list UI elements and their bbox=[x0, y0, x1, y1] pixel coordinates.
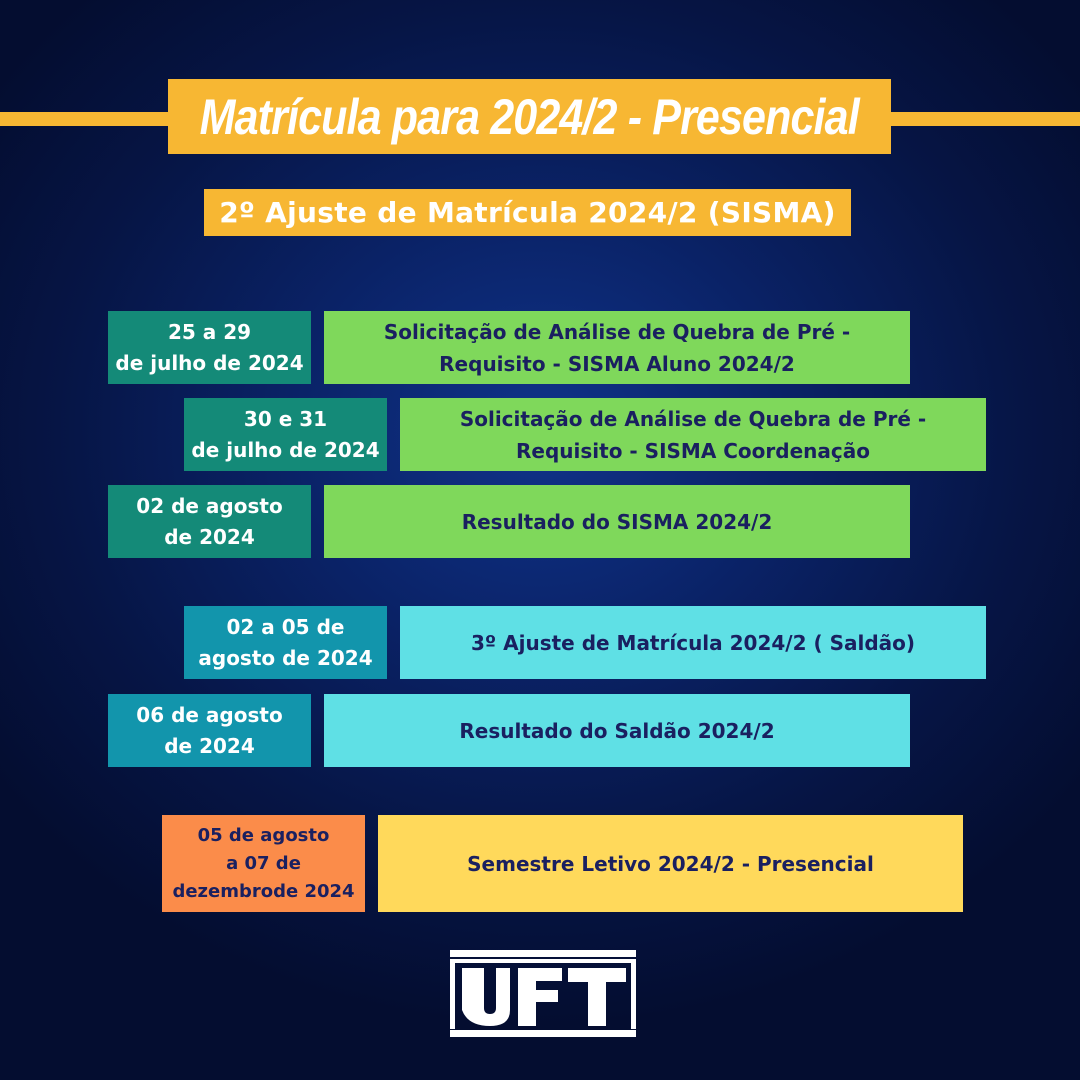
page-title: Matrícula para 2024/2 - Presencial bbox=[199, 88, 860, 145]
event-date-text: 30 e 31 de julho de 2024 bbox=[191, 406, 380, 462]
title-banner bbox=[168, 79, 891, 154]
event-description-text: 3º Ajuste de Matrícula 2024/2 ( Saldão) bbox=[470, 630, 916, 655]
uft-logo bbox=[450, 950, 636, 1040]
event-date-text: 02 de agosto de 2024 bbox=[136, 493, 283, 549]
event-date-2 bbox=[184, 398, 387, 471]
event-description-text: Resultado do Saldão 2024/2 bbox=[459, 718, 775, 743]
subtitle-banner bbox=[204, 189, 851, 236]
event-date-1 bbox=[108, 311, 311, 384]
event-description-2 bbox=[400, 398, 986, 471]
event-date-text: 25 a 29 de julho de 2024 bbox=[115, 319, 304, 375]
event-date-text: 02 a 05 de agosto de 2024 bbox=[198, 614, 373, 670]
event-description-5 bbox=[324, 694, 910, 767]
event-description-1 bbox=[324, 311, 910, 384]
event-date-text: 06 de agosto de 2024 bbox=[136, 702, 283, 758]
event-description-text: Solicitação de Análise de Quebra de Pré - Requisito - SISMA Aluno 2024/2 bbox=[383, 319, 851, 376]
event-description-text: Solicitação de Análise de Quebra de Pré - Requisito - SISMA Coordenação bbox=[459, 406, 927, 463]
event-date-6 bbox=[162, 815, 365, 912]
event-date-5 bbox=[108, 694, 311, 767]
event-description-text: Semestre Letivo 2024/2 - Presencial bbox=[467, 851, 874, 876]
logo-text: UFT bbox=[542, 1010, 544, 1011]
event-description-3 bbox=[324, 485, 910, 558]
event-date-3 bbox=[108, 485, 311, 558]
event-description-4 bbox=[400, 606, 986, 679]
event-description-6 bbox=[378, 815, 963, 912]
event-date-4 bbox=[184, 606, 387, 679]
page-subtitle: 2º Ajuste de Matrícula 2024/2 (SISMA) bbox=[219, 196, 836, 229]
event-description-text: Resultado do SISMA 2024/2 bbox=[461, 509, 773, 534]
event-date-text: 05 de agosto a 07 de dezembrode 2024 bbox=[172, 824, 355, 902]
